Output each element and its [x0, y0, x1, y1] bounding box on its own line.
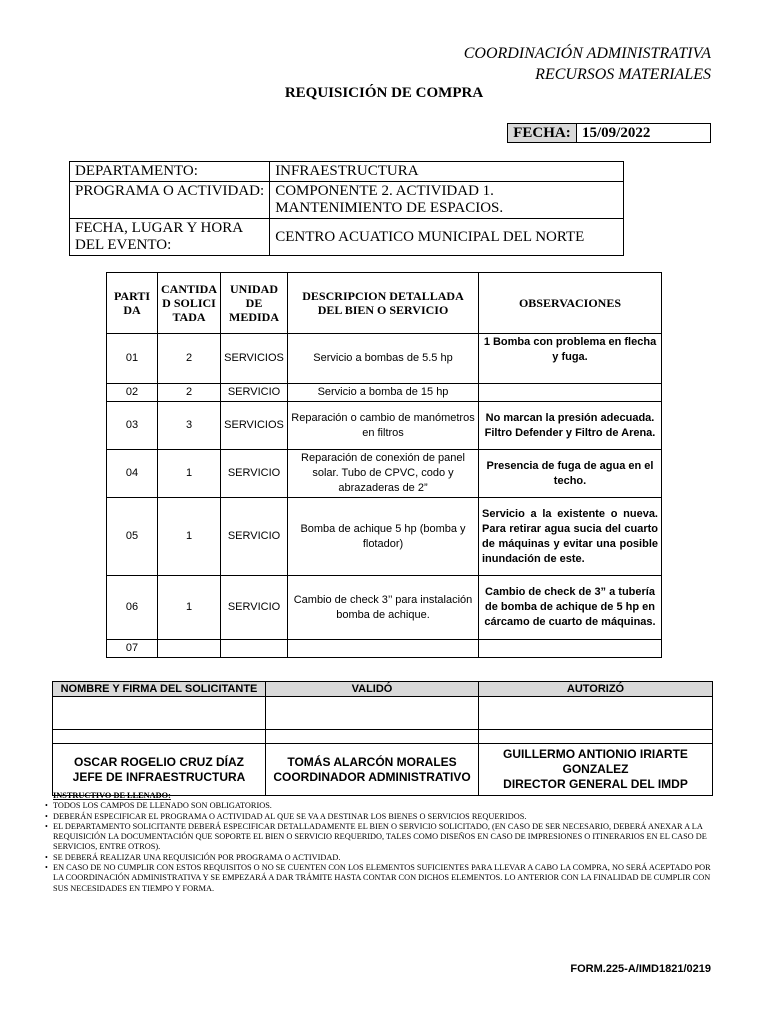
- instruction-item: • DEBERÁN ESPECIFICAR EL PROGRAMA O ACTIVIDAD AL QUE SE VA A DESTINAR LOS BIENES O SERVICIOS REQUERIDOS.: [53, 812, 723, 822]
- row-partida: 02: [107, 384, 158, 402]
- row-observaciones: [479, 640, 662, 658]
- signer-valido: [266, 744, 479, 796]
- row-observaciones: Cambio de check de 3” a tubería de bomba de achique de 5 hp en cárcamo de cuarto de máquinas.: [479, 576, 662, 640]
- sig-space-solicitante: [53, 697, 266, 730]
- fecha-label: FECHA:: [508, 124, 577, 143]
- signatures-table: [52, 681, 713, 796]
- instructions-title: INSTRUCTIVO DE LLENADO:: [53, 791, 171, 800]
- row-unidad: [221, 640, 288, 658]
- instructions-list: [53, 801, 723, 894]
- items-table: [106, 272, 662, 658]
- row-partida: 06: [107, 576, 158, 640]
- signer-autorizo: [479, 744, 713, 796]
- sig-space-valido: [266, 697, 479, 730]
- row-observaciones: Servicio a la existente o nueva. Para retirar agua sucia del cuarto de máquinas y evitar una posible inundación de este.: [479, 498, 662, 576]
- instructions: [53, 791, 723, 894]
- signer-solicitante: [53, 744, 266, 796]
- table-row: [107, 450, 662, 498]
- signer-name: GUILLERMO ANTIONIO IRIARTE GONZALEZ: [503, 747, 688, 776]
- row-partida: 07: [107, 640, 158, 658]
- programa-value: COMPONENTE 2. ACTIVIDAD 1. MANTENIMIENTO DE ESPACIOS.: [270, 182, 624, 219]
- row-partida: 03: [107, 402, 158, 450]
- row-observaciones: No marcan la presión adecuada. Filtro Defender y Filtro de Arena.: [479, 402, 662, 450]
- row-unidad: SERVICIOS: [221, 334, 288, 384]
- signer-role: DIRECTOR GENERAL DEL IMDP: [503, 777, 688, 791]
- sig-gap: [53, 730, 266, 744]
- table-row: [107, 640, 662, 658]
- table-row: [107, 498, 662, 576]
- programa-label: PROGRAMA O ACTIVIDAD:: [70, 182, 270, 219]
- row-partida: 04: [107, 450, 158, 498]
- instruction-item: • SE DEBERÁ REALIZAR UNA REQUISICIÓN POR PROGRAMA O ACTIVIDAD.: [53, 853, 723, 863]
- instruction-item: • EL DEPARTAMENTO SOLICITANTE DEBERÁ ESPECIFICAR DETALLADAMENTE EL BIEN O SERVICIO SOLICITADO, (EN CASO DE SER NECESARIO, DEBERÁ ANEXAR A LA REQUISICIÓN LA DOCUMENTACIÓN QUE SOPORTE EL BIEN O SERVICIO REQUERIDO, TALES COMO DISEÑOS EN CASO DE IMPRESIONES O ITINERARIOS EN EL CASO DE SERVICIOS, ENTRE OTROS).: [53, 822, 723, 853]
- row-observaciones: Presencia de fuga de agua en el techo.: [479, 450, 662, 498]
- evento-label: FECHA, LUGAR Y HORA DEL EVENTO:: [70, 219, 270, 256]
- departamento-value: INFRAESTRUCTURA: [270, 162, 624, 182]
- signer-role: JEFE DE INFRAESTRUCTURA: [72, 769, 246, 784]
- col-descripcion: DESCRIPCION DETALLADA DEL BIEN O SERVICIO: [288, 273, 479, 334]
- row-observaciones: [479, 384, 662, 402]
- row-descripcion: Reparación o cambio de manómetros en filtros: [288, 402, 479, 450]
- row-descripcion: Bomba de achique 5 hp (bomba y flotador): [288, 498, 479, 576]
- row-observaciones: 1 Bomba con problema en flecha y fuga.: [479, 334, 662, 384]
- sig-gap: [266, 730, 479, 744]
- row-cantidad: 3: [158, 402, 221, 450]
- row-descripcion: [288, 640, 479, 658]
- fecha-value: 15/09/2022: [577, 124, 711, 143]
- row-unidad: SERVICIOS: [221, 402, 288, 450]
- col-partida: PARTIDA: [107, 273, 158, 334]
- instruction-item: • TODOS LOS CAMPOS DE LLENADO SON OBLIGATORIOS.: [53, 801, 723, 811]
- col-cantidad: CANTIDAD SOLICITADA: [158, 273, 221, 334]
- signer-name: TOMÁS ALARCÓN MORALES: [287, 754, 457, 769]
- row-unidad: SERVICIO: [221, 384, 288, 402]
- sig-header-solicitante: NOMBRE Y FIRMA DEL SOLICITANTE: [53, 682, 266, 697]
- departamento-label: DEPARTAMENTO:: [70, 162, 270, 182]
- row-cantidad: 2: [158, 384, 221, 402]
- instruction-item: • EN CASO DE NO CUMPLIR CON ESTOS REQUISITOS O NO SE CUENTEN CON LOS ELEMENTOS SUFICIENTES PARA LLEVAR A CABO LA COMPRA, NO SERÁ ACEPTADO POR LA COORDINACIÓN ADMINISTRATIVA Y SE EMPEZARÁ A DAR TRÁMITE HASTA CONTAR CON DICHOS ELEMENTOS. LO ANTERIOR CON LA FINALIDAD DE CUMPLIR CON SUS NECESIDADES EN TIEMPO Y FORMA.: [53, 863, 723, 894]
- form-code: FORM.225-A/IMD1821/0219: [570, 963, 711, 975]
- sig-space-autorizo: [479, 697, 713, 730]
- fecha-table: [507, 123, 711, 143]
- signer-name: OSCAR ROGELIO CRUZ DÍAZ: [74, 754, 244, 769]
- row-unidad: SERVICIO: [221, 450, 288, 498]
- row-partida: 01: [107, 334, 158, 384]
- sig-gap: [479, 730, 713, 744]
- table-row: [107, 402, 662, 450]
- row-unidad: SERVICIO: [221, 576, 288, 640]
- evento-value: CENTRO ACUATICO MUNICIPAL DEL NORTE: [270, 219, 624, 256]
- col-unidad: UNIDAD DE MEDIDA: [221, 273, 288, 334]
- table-row: [107, 384, 662, 402]
- header-coordinacion: COORDINACIÓN ADMINISTRATIVA: [463, 45, 711, 62]
- row-cantidad: 2: [158, 334, 221, 384]
- row-unidad: SERVICIO: [221, 498, 288, 576]
- row-cantidad: 1: [158, 576, 221, 640]
- signer-role: COORDINADOR ADMINISTRATIVO: [273, 769, 471, 784]
- table-row: [107, 576, 662, 640]
- sig-header-valido: VALIDÓ: [266, 682, 479, 697]
- row-descripcion: Servicio a bombas de 5.5 hp: [288, 334, 479, 384]
- row-partida: 05: [107, 498, 158, 576]
- info-table: [69, 161, 624, 256]
- row-cantidad: 1: [158, 498, 221, 576]
- row-cantidad: 1: [158, 450, 221, 498]
- col-observaciones: OBSERVACIONES: [479, 273, 662, 334]
- row-descripcion: Servicio a bomba de 15 hp: [288, 384, 479, 402]
- row-descripcion: Cambio de check 3’’ para instalación bomba de achique.: [288, 576, 479, 640]
- header-recursos: RECURSOS MATERIALES: [535, 66, 711, 83]
- sig-header-autorizo: AUTORIZÓ: [479, 682, 713, 697]
- row-cantidad: [158, 640, 221, 658]
- row-descripcion: Reparación de conexión de panel solar. Tubo de CPVC, codo y abrazaderas de 2”: [288, 450, 479, 498]
- page-title: REQUISICIÓN DE COMPRA: [284, 85, 484, 101]
- table-row: [107, 334, 662, 384]
